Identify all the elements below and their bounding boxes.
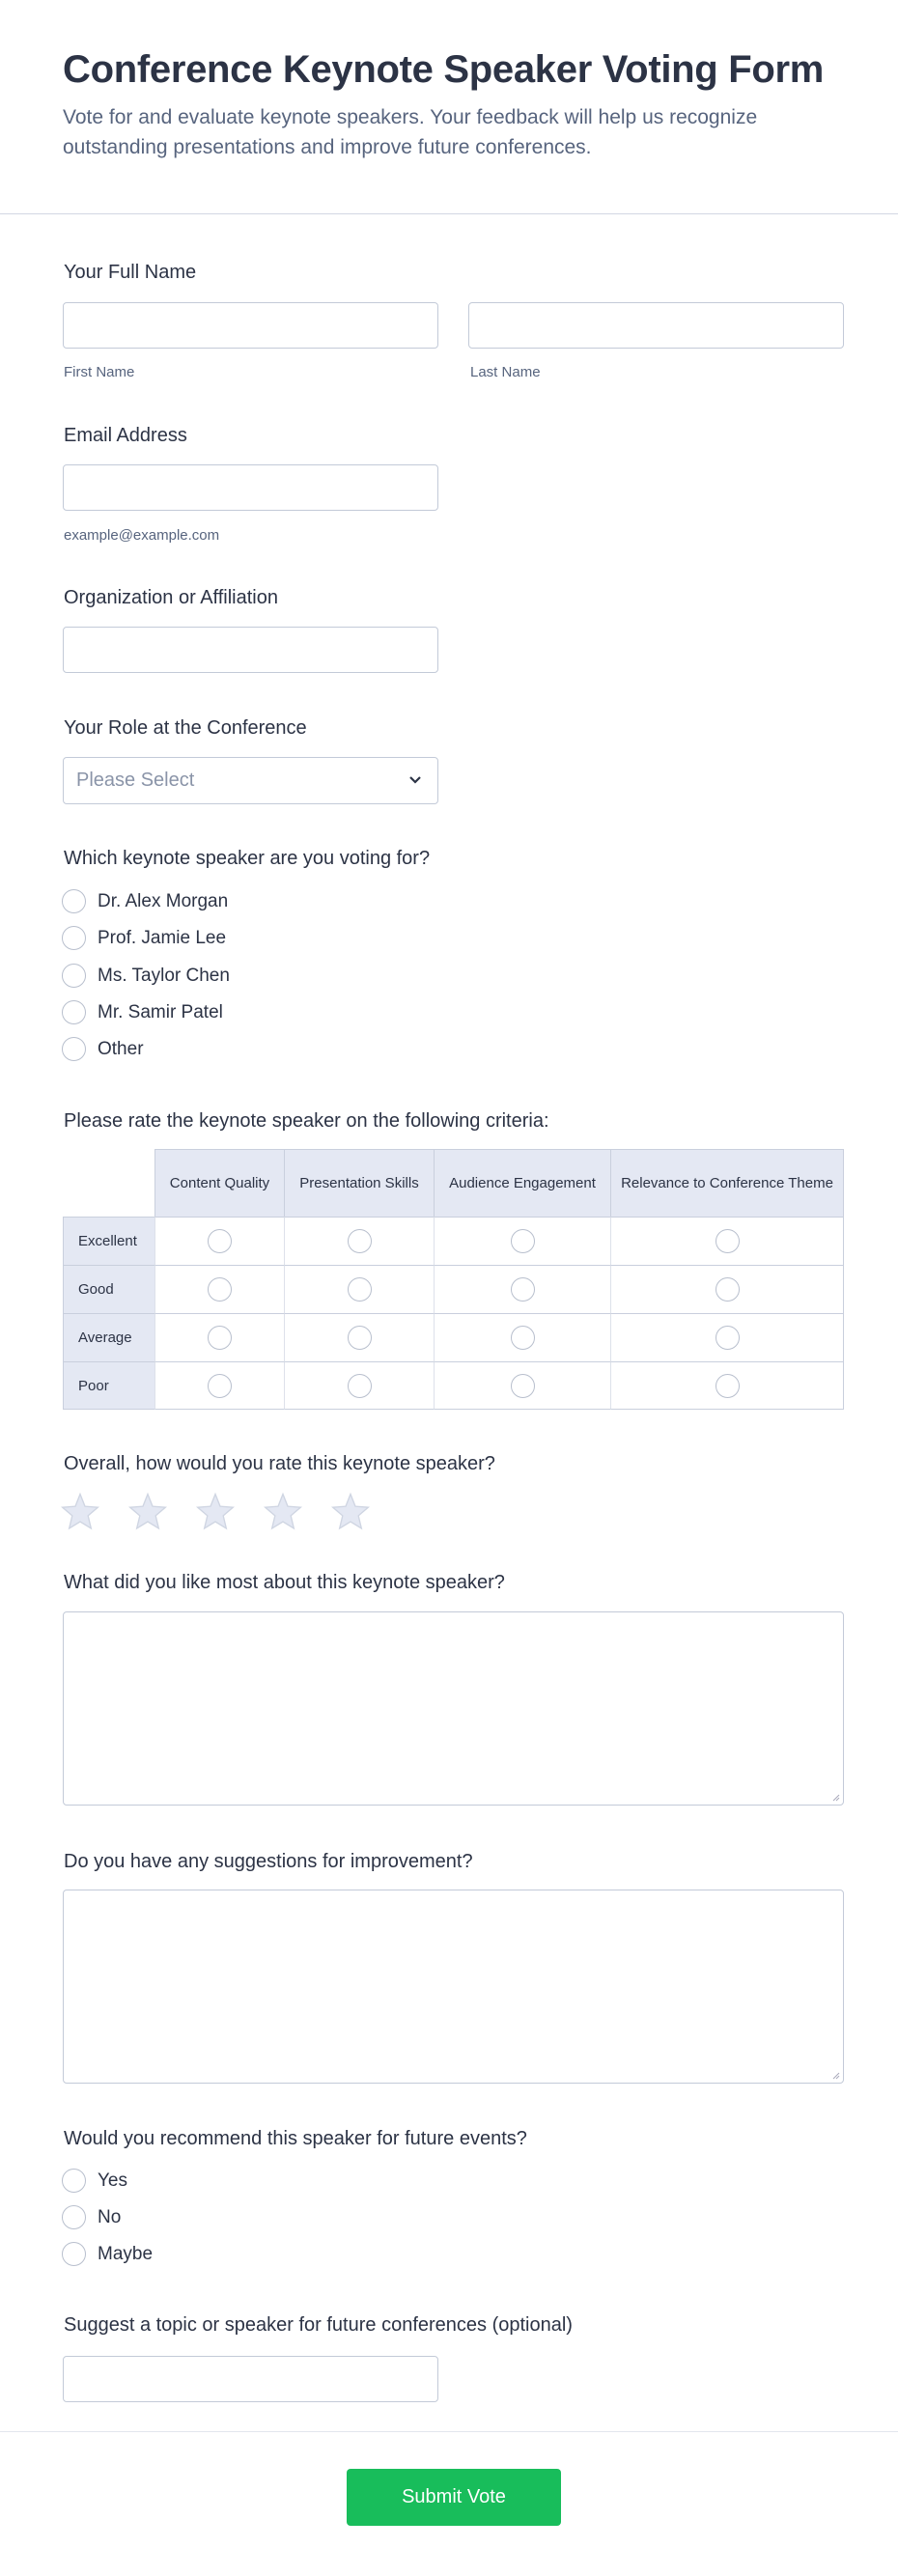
radio-button[interactable] — [62, 1000, 86, 1024]
speaker-option[interactable] — [62, 1000, 223, 1024]
option-label: Ms. Taylor Chen — [98, 965, 230, 986]
email-sublabel: example@example.com — [64, 527, 220, 544]
matrix-radio-button[interactable] — [716, 1374, 740, 1398]
role-label: Your Role at the Conference — [64, 717, 307, 739]
matrix-row — [63, 1361, 844, 1410]
organization-label: Organization or Affiliation — [64, 587, 278, 608]
matrix-column-header: Content Quality — [154, 1149, 284, 1217]
matrix-cell — [434, 1361, 610, 1410]
radio-button[interactable] — [62, 1037, 86, 1061]
matrix-radio-button[interactable] — [208, 1277, 232, 1302]
last-name-input[interactable] — [468, 302, 844, 349]
last-name-sublabel: Last Name — [470, 364, 541, 380]
matrix-row-label: Excellent — [63, 1217, 154, 1265]
radio-button[interactable] — [62, 2242, 86, 2266]
star-icon[interactable] — [61, 1492, 99, 1530]
suggestions-textarea[interactable] — [63, 1890, 844, 2084]
resize-grip-icon[interactable] — [831, 1793, 840, 1802]
matrix-radio-button[interactable] — [348, 1374, 372, 1398]
speaker-option[interactable] — [62, 964, 230, 988]
star-icon[interactable] — [264, 1492, 302, 1530]
recommend-label: Would you recommend this speaker for future events? — [64, 2128, 527, 2149]
speaker-option[interactable] — [62, 889, 228, 913]
matrix-radio-button[interactable] — [208, 1229, 232, 1253]
matrix-radio-button[interactable] — [511, 1326, 535, 1350]
criteria-matrix — [63, 1149, 844, 1410]
matrix-radio-button[interactable] — [716, 1229, 740, 1253]
recommend-option[interactable] — [62, 2242, 153, 2266]
matrix-row-label: Average — [63, 1313, 154, 1361]
matrix-cell — [610, 1265, 844, 1313]
speaker-option[interactable] — [62, 1037, 144, 1061]
matrix-row-label: Poor — [63, 1361, 154, 1410]
star-icon[interactable] — [128, 1492, 167, 1530]
matrix-column-header: Relevance to Conference Theme — [610, 1149, 844, 1217]
full-name-label: Your Full Name — [64, 262, 197, 283]
option-label: Other — [98, 1038, 144, 1059]
speaker-option[interactable] — [62, 926, 226, 950]
matrix-cell — [284, 1313, 434, 1361]
liked-label: What did you like most about this keynote speaker? — [64, 1572, 505, 1593]
footer-divider — [0, 2431, 898, 2432]
option-label: Mr. Samir Patel — [98, 1001, 223, 1022]
matrix-cell — [434, 1217, 610, 1265]
option-label: Dr. Alex Morgan — [98, 890, 229, 911]
matrix-cell — [434, 1313, 610, 1361]
matrix-radio-button[interactable] — [511, 1229, 535, 1253]
matrix-radio-button[interactable] — [348, 1277, 372, 1302]
recommend-option[interactable] — [62, 2205, 121, 2229]
star-rating[interactable] — [61, 1492, 370, 1530]
chevron-down-icon — [407, 771, 424, 789]
email-input[interactable] — [63, 464, 438, 511]
matrix-row-label: Good — [63, 1265, 154, 1313]
option-label: Maybe — [98, 2243, 154, 2264]
criteria-label: Please rate the keynote speaker on the following criteria: — [64, 1110, 549, 1132]
first-name-input[interactable] — [63, 302, 438, 349]
matrix-cell — [284, 1265, 434, 1313]
header-divider — [0, 213, 898, 214]
matrix-cell — [284, 1217, 434, 1265]
matrix-column-header: Audience Engagement — [434, 1149, 610, 1217]
matrix-cell — [154, 1313, 284, 1361]
page-subtitle: Vote for and evaluate keynote speakers. Your feedback will help us recognize outstanding presentations and improve future conferences. — [63, 106, 758, 158]
first-name-sublabel: First Name — [64, 364, 135, 380]
radio-button[interactable] — [62, 2205, 86, 2229]
organization-input[interactable] — [63, 627, 438, 673]
matrix-column-header: Presentation Skills — [284, 1149, 434, 1217]
overall-label: Overall, how would you rate this keynote speaker? — [64, 1453, 495, 1474]
matrix-radio-button[interactable] — [511, 1374, 535, 1398]
matrix-radio-button[interactable] — [716, 1326, 740, 1350]
topic-input[interactable] — [63, 2356, 438, 2402]
option-label: Prof. Jamie Lee — [98, 927, 227, 948]
matrix-row — [63, 1313, 844, 1361]
matrix-cell — [154, 1217, 284, 1265]
matrix-cell — [154, 1361, 284, 1410]
matrix-radio-button[interactable] — [208, 1374, 232, 1398]
role-select-value: Please Select — [76, 770, 195, 791]
suggestions-label: Do you have any suggestions for improvement? — [64, 1851, 473, 1872]
matrix-radio-button[interactable] — [208, 1326, 232, 1350]
matrix-cell — [434, 1265, 610, 1313]
matrix-row — [63, 1265, 844, 1313]
submit-button[interactable]: Submit Vote — [347, 2469, 561, 2526]
matrix-cell — [610, 1361, 844, 1410]
speaker-label: Which keynote speaker are you voting for? — [64, 848, 431, 869]
radio-button[interactable] — [62, 926, 86, 950]
matrix-radio-button[interactable] — [348, 1326, 372, 1350]
resize-grip-icon[interactable] — [831, 2071, 840, 2080]
matrix-cell — [284, 1361, 434, 1410]
star-icon[interactable] — [196, 1492, 235, 1530]
matrix-cell — [154, 1265, 284, 1313]
star-icon[interactable] — [331, 1492, 370, 1530]
matrix-cell — [610, 1313, 844, 1361]
role-select[interactable] — [63, 757, 438, 804]
matrix-corner — [63, 1149, 154, 1217]
radio-button[interactable] — [62, 2169, 86, 2193]
topic-label: Suggest a topic or speaker for future conferences (optional) — [64, 2314, 573, 2336]
option-label: No — [98, 2206, 122, 2227]
email-label: Email Address — [64, 425, 187, 446]
radio-button[interactable] — [62, 889, 86, 913]
liked-textarea[interactable] — [63, 1611, 844, 1806]
radio-button[interactable] — [62, 964, 86, 988]
matrix-radio-button[interactable] — [348, 1229, 372, 1253]
matrix-cell — [610, 1217, 844, 1265]
page-title: Conference Keynote Speaker Voting Form — [63, 48, 825, 91]
matrix-row — [63, 1217, 844, 1265]
option-label: Yes — [98, 2170, 127, 2191]
recommend-option[interactable] — [62, 2169, 127, 2193]
matrix-radio-button[interactable] — [716, 1277, 740, 1302]
matrix-radio-button[interactable] — [511, 1277, 535, 1302]
